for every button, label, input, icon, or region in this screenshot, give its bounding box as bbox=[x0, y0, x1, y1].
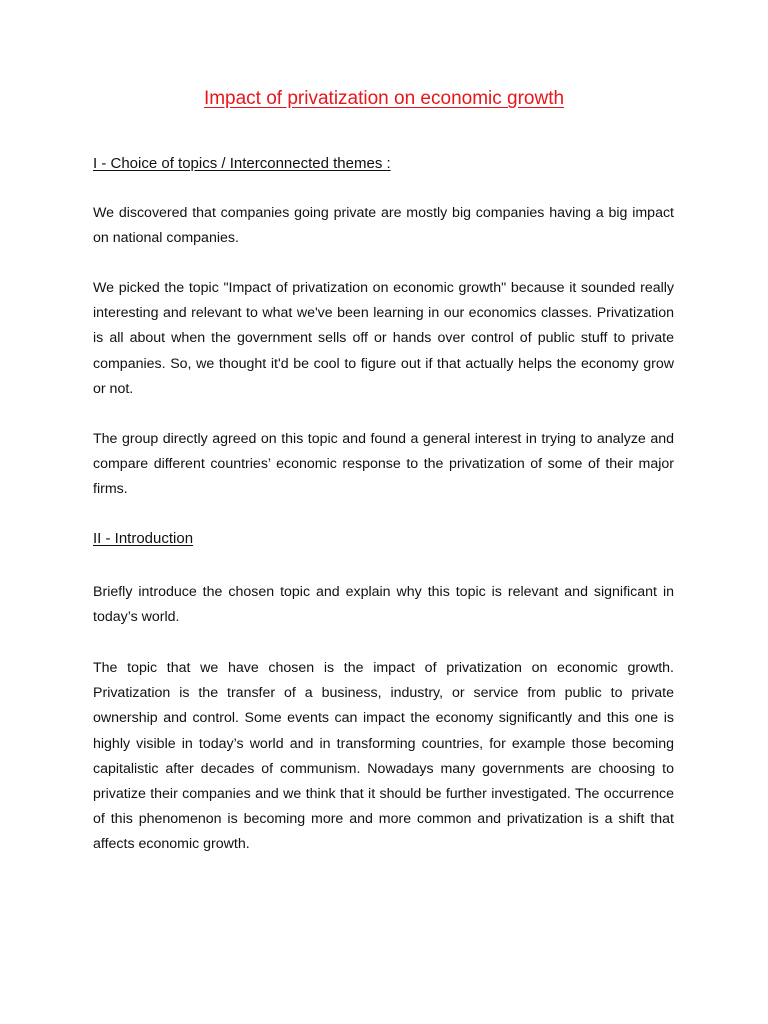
document-title: Impact of privatization on economic growth bbox=[203, 88, 565, 109]
paragraph-topic-choice: We picked the topic "Impact of privatization on economic growth" because it sounded really interesting and relevant to what we've been learning in our economics classes. Privatization is all about when the government sells off or hands over control of public stuff to private companies. So, we thought it'd be cool to figure out if that actually helps the economy grow or not. bbox=[93, 280, 674, 397]
paragraph-intro-body: The topic that we have chosen is the impact of privatization on economic growth. Privatization is the transfer of a business, industry, or service from public to private ownership and control. Some events can impact the economy significantly and this one is highly visible in today’s world and in transforming countries, for example those becoming capitalistic after decades of communism. Nowadays many governments are choosing to privatize their companies and we think that it should be further investigated. The occurrence of this phenomenon is becoming more and more common and privatization is a shift that affects economic growth. bbox=[93, 660, 674, 853]
section-heading-introduction: II - Introduction bbox=[93, 530, 194, 547]
section-heading-choice-of-topics: I - Choice of topics / Interconnected themes : bbox=[93, 155, 391, 172]
paragraph-discovery: We discovered that companies going private are mostly big companies having a big impact on national companies. bbox=[93, 205, 674, 247]
paragraph-group-agreement: The group directly agreed on this topic and found a general interest in trying to analyze and compare different countries’ economic response to the privatization of some of their major firms. bbox=[93, 431, 674, 498]
paragraph-intro-instruction: Briefly introduce the chosen topic and explain why this topic is relevant and significant in today’s world. bbox=[93, 584, 674, 626]
